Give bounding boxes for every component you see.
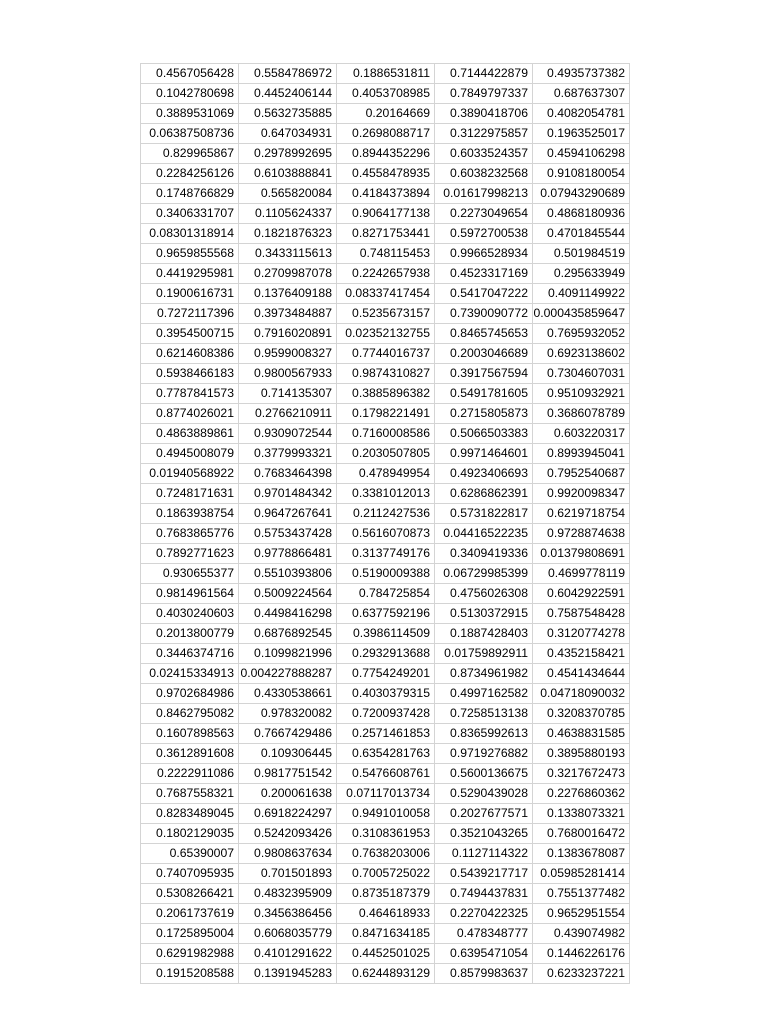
table-row — [141, 144, 630, 164]
table-cell[interactable]: 0.5235673157 — [337, 304, 435, 324]
table-cell[interactable]: 0.2273049654 — [435, 204, 533, 224]
table-cell[interactable]: 0.4030240603 — [141, 604, 239, 624]
table-cell[interactable]: 0.7695932052 — [533, 324, 630, 344]
table-cell[interactable]: 0.7160008586 — [337, 424, 435, 444]
table-cell[interactable]: 0.9808637634 — [239, 844, 337, 864]
table-cell[interactable]: 0.01940568922 — [141, 464, 239, 484]
table-cell[interactable]: 0.978320082 — [239, 704, 337, 724]
table-row — [141, 664, 630, 684]
table-cell[interactable]: 0.5510393806 — [239, 564, 337, 584]
table-cell[interactable]: 0.8734961982 — [435, 664, 533, 684]
table-cell[interactable]: 0.2698088717 — [337, 124, 435, 144]
table-row — [141, 324, 630, 344]
table-cell[interactable]: 0.9971464601 — [435, 444, 533, 464]
table-cell[interactable]: 0.1798221491 — [337, 404, 435, 424]
table-row — [141, 124, 630, 144]
table-cell[interactable]: 0.2715805873 — [435, 404, 533, 424]
table-cell[interactable]: 0.5417047222 — [435, 284, 533, 304]
table-cell[interactable]: 0.7005725022 — [337, 864, 435, 884]
table-cell[interactable]: 0.9817751542 — [239, 764, 337, 784]
table-cell[interactable]: 0.8735187379 — [337, 884, 435, 904]
table-row — [141, 864, 630, 884]
table-row — [141, 104, 630, 124]
table-cell[interactable]: 0.02352132755 — [337, 324, 435, 344]
table-cell[interactable]: 0.5439217717 — [435, 864, 533, 884]
table-cell[interactable]: 0.565820084 — [239, 184, 337, 204]
table-cell[interactable]: 0.9874310827 — [337, 364, 435, 384]
table-cell[interactable]: 0.4997162582 — [435, 684, 533, 704]
table-cell[interactable]: 0.3456386456 — [239, 904, 337, 924]
table-cell[interactable]: 0.4832395909 — [239, 884, 337, 904]
table-cell[interactable]: 0.2003046689 — [435, 344, 533, 364]
table-cell[interactable]: 0.6033524357 — [435, 144, 533, 164]
table-cell[interactable]: 0.5066503383 — [435, 424, 533, 444]
table-cell[interactable]: 0.6923138602 — [533, 344, 630, 364]
table-cell[interactable]: 0.501984519 — [533, 244, 630, 264]
table-row — [141, 724, 630, 744]
table-cell[interactable]: 0.8993945041 — [533, 444, 630, 464]
table-cell[interactable]: 0.9064177138 — [337, 204, 435, 224]
table-cell[interactable]: 0.647034931 — [239, 124, 337, 144]
table-cell[interactable]: 0.7638203006 — [337, 844, 435, 864]
table-cell[interactable]: 0.6219718754 — [533, 504, 630, 524]
table-cell[interactable]: 0.5290439028 — [435, 784, 533, 804]
table-cell[interactable]: 0.3122975857 — [435, 124, 533, 144]
table-cell[interactable]: 0.000435859647 — [533, 304, 630, 324]
table-cell[interactable]: 0.2766210911 — [239, 404, 337, 424]
table-cell[interactable]: 0.3521043265 — [435, 824, 533, 844]
table-cell[interactable]: 0.1748766829 — [141, 184, 239, 204]
table-row — [141, 964, 630, 984]
table-cell[interactable]: 0.9510932921 — [533, 384, 630, 404]
table-cell[interactable]: 0.3217672473 — [533, 764, 630, 784]
table-cell[interactable]: 0.6354281763 — [337, 744, 435, 764]
table-cell[interactable]: 0.2571461853 — [337, 724, 435, 744]
table-cell[interactable]: 0.9719276882 — [435, 744, 533, 764]
table-cell[interactable]: 0.5938466183 — [141, 364, 239, 384]
table-row — [141, 384, 630, 404]
table-cell[interactable]: 0.4184373894 — [337, 184, 435, 204]
table-cell[interactable]: 0.4594106298 — [533, 144, 630, 164]
table-cell[interactable]: 0.4945008079 — [141, 444, 239, 464]
table-row — [141, 524, 630, 544]
table-cell[interactable]: 0.7667429486 — [239, 724, 337, 744]
table-cell[interactable]: 0.7683865776 — [141, 524, 239, 544]
table-row — [141, 304, 630, 324]
table-cell[interactable]: 0.05985281414 — [533, 864, 630, 884]
table-cell[interactable]: 0.4330538661 — [239, 684, 337, 704]
table-cell[interactable]: 0.687637307 — [533, 84, 630, 104]
table-row — [141, 704, 630, 724]
table-row — [141, 644, 630, 664]
table-row — [141, 484, 630, 504]
table-row — [141, 184, 630, 204]
table-cell[interactable]: 0.4082054781 — [533, 104, 630, 124]
table-cell[interactable]: 0.8462795082 — [141, 704, 239, 724]
table-row — [141, 824, 630, 844]
table-cell[interactable]: 0.5600136675 — [435, 764, 533, 784]
table-cell[interactable]: 0.4452406144 — [239, 84, 337, 104]
table-cell[interactable]: 0.6876892545 — [239, 624, 337, 644]
table-row — [141, 884, 630, 904]
table-cell[interactable]: 0.5731822817 — [435, 504, 533, 524]
table-row — [141, 544, 630, 564]
table-cell[interactable]: 0.3954500715 — [141, 324, 239, 344]
table-row — [141, 564, 630, 584]
table-cell[interactable]: 0.7787841573 — [141, 384, 239, 404]
table-row — [141, 764, 630, 784]
table-cell[interactable]: 0.829965867 — [141, 144, 239, 164]
table-cell[interactable]: 0.4701845544 — [533, 224, 630, 244]
table-cell[interactable]: 0.7849797337 — [435, 84, 533, 104]
table-row — [141, 284, 630, 304]
table-cell[interactable]: 0.1376409188 — [239, 284, 337, 304]
table-cell[interactable]: 0.6233237221 — [533, 964, 630, 984]
table-cell[interactable]: 0.9309072544 — [239, 424, 337, 444]
table-cell[interactable]: 0.7892771623 — [141, 544, 239, 564]
table-cell[interactable]: 0.9491010058 — [337, 804, 435, 824]
table-cell[interactable]: 0.9778866481 — [239, 544, 337, 564]
table-body — [141, 64, 630, 984]
table-cell[interactable]: 0.04718090032 — [533, 684, 630, 704]
table-cell[interactable]: 0.4452501025 — [337, 944, 435, 964]
table-cell[interactable]: 0.4091149922 — [533, 284, 630, 304]
table-cell[interactable]: 0.7587548428 — [533, 604, 630, 624]
table-cell[interactable]: 0.5491781605 — [435, 384, 533, 404]
table-cell[interactable]: 0.3381012013 — [337, 484, 435, 504]
table-row — [141, 164, 630, 184]
table-cell[interactable]: 0.295633949 — [533, 264, 630, 284]
table-cell[interactable]: 0.3895880193 — [533, 744, 630, 764]
table-cell[interactable]: 0.9966528934 — [435, 244, 533, 264]
table-row — [141, 744, 630, 764]
table-cell[interactable]: 0.7687558321 — [141, 784, 239, 804]
table-cell[interactable]: 0.701501893 — [239, 864, 337, 884]
table-cell[interactable]: 0.2112427536 — [337, 504, 435, 524]
table-row — [141, 244, 630, 264]
table-cell[interactable]: 0.6244893129 — [337, 964, 435, 984]
table-cell[interactable]: 0.3446374716 — [141, 644, 239, 664]
table-row — [141, 404, 630, 424]
table-cell[interactable]: 0.2222911086 — [141, 764, 239, 784]
table-cell[interactable]: 0.01617998213 — [435, 184, 533, 204]
table-cell[interactable]: 0.3208370785 — [533, 704, 630, 724]
table-row — [141, 424, 630, 444]
table-cell[interactable]: 0.7144422879 — [435, 64, 533, 84]
table-cell[interactable]: 0.6377592196 — [337, 604, 435, 624]
table-cell[interactable]: 0.9814961564 — [141, 584, 239, 604]
table-cell[interactable]: 0.4053708985 — [337, 84, 435, 104]
table-cell[interactable]: 0.200061638 — [239, 784, 337, 804]
table-cell[interactable]: 0.4419295981 — [141, 264, 239, 284]
table-cell[interactable]: 0.3890418706 — [435, 104, 533, 124]
table-cell[interactable]: 0.8579983637 — [435, 964, 533, 984]
table-cell[interactable]: 0.1127114322 — [435, 844, 533, 864]
table-cell[interactable]: 0.603220317 — [533, 424, 630, 444]
table-cell[interactable]: 0.01759892911 — [435, 644, 533, 664]
table-row — [141, 364, 630, 384]
table-row — [141, 344, 630, 364]
table-cell[interactable]: 0.9702684986 — [141, 684, 239, 704]
table-cell[interactable]: 0.9701484342 — [239, 484, 337, 504]
table-cell[interactable]: 0.1383678087 — [533, 844, 630, 864]
table-row — [141, 944, 630, 964]
table-cell[interactable]: 0.9920098347 — [533, 484, 630, 504]
table-row — [141, 604, 630, 624]
table-cell[interactable]: 0.5616070873 — [337, 524, 435, 544]
table-cell[interactable]: 0.7683464398 — [239, 464, 337, 484]
table-cell[interactable]: 0.65390007 — [141, 844, 239, 864]
table-cell[interactable]: 0.04416522235 — [435, 524, 533, 544]
table-cell[interactable]: 0.3889531069 — [141, 104, 239, 124]
table-cell[interactable]: 0.7754249201 — [337, 664, 435, 684]
table-cell[interactable]: 0.439074982 — [533, 924, 630, 944]
table-row — [141, 924, 630, 944]
table-cell[interactable]: 0.5476608761 — [337, 764, 435, 784]
table-cell[interactable]: 0.930655377 — [141, 564, 239, 584]
table-cell[interactable]: 0.2270422325 — [435, 904, 533, 924]
table-cell[interactable]: 0.3409419336 — [435, 544, 533, 564]
table-cell[interactable]: 0.3612891608 — [141, 744, 239, 764]
table-cell[interactable]: 0.2978992695 — [239, 144, 337, 164]
table-cell[interactable]: 0.01379808691 — [533, 544, 630, 564]
table-cell[interactable]: 0.7407095935 — [141, 864, 239, 884]
table-cell[interactable]: 0.9800567933 — [239, 364, 337, 384]
table-cell[interactable]: 0.1963525017 — [533, 124, 630, 144]
table-cell[interactable]: 0.1338073321 — [533, 804, 630, 824]
table-cell[interactable]: 0.109306445 — [239, 744, 337, 764]
table-cell[interactable]: 0.4699778119 — [533, 564, 630, 584]
table-cell[interactable]: 0.464618933 — [337, 904, 435, 924]
table-cell[interactable]: 0.7551377482 — [533, 884, 630, 904]
table-cell[interactable]: 0.1446226176 — [533, 944, 630, 964]
data-table — [140, 63, 630, 984]
table-cell[interactable]: 0.1863938754 — [141, 504, 239, 524]
table-cell[interactable]: 0.6291982988 — [141, 944, 239, 964]
table-cell[interactable]: 0.8944352296 — [337, 144, 435, 164]
table-cell[interactable]: 0.08337417454 — [337, 284, 435, 304]
table-cell[interactable]: 0.7680016472 — [533, 824, 630, 844]
table-cell[interactable]: 0.06387508736 — [141, 124, 239, 144]
table-cell[interactable]: 0.07117013734 — [337, 784, 435, 804]
table-cell[interactable]: 0.2284256126 — [141, 164, 239, 184]
table-cell[interactable]: 0.5242093426 — [239, 824, 337, 844]
table-cell[interactable]: 0.8471634185 — [337, 924, 435, 944]
table-row — [141, 84, 630, 104]
table-cell[interactable]: 0.3917567594 — [435, 364, 533, 384]
table-cell[interactable]: 0.2242657938 — [337, 264, 435, 284]
table-cell[interactable]: 0.1802129035 — [141, 824, 239, 844]
table-cell[interactable]: 0.6918224297 — [239, 804, 337, 824]
table-cell[interactable]: 0.7258513138 — [435, 704, 533, 724]
table-cell[interactable]: 0.5009224564 — [239, 584, 337, 604]
table-cell[interactable]: 0.7952540687 — [533, 464, 630, 484]
table-cell[interactable]: 0.6395471054 — [435, 944, 533, 964]
table-row — [141, 204, 630, 224]
table-row — [141, 64, 630, 84]
table-row — [141, 444, 630, 464]
table-cell[interactable]: 0.2030507805 — [337, 444, 435, 464]
table-cell[interactable]: 0.478348777 — [435, 924, 533, 944]
table-cell[interactable]: 0.7248171631 — [141, 484, 239, 504]
table-cell[interactable]: 0.4863889861 — [141, 424, 239, 444]
table-cell[interactable]: 0.6038232568 — [435, 164, 533, 184]
table-cell[interactable]: 0.3137749176 — [337, 544, 435, 564]
table-cell[interactable]: 0.1105624337 — [239, 204, 337, 224]
table-cell[interactable]: 0.9659855568 — [141, 244, 239, 264]
table-cell[interactable]: 0.8271753441 — [337, 224, 435, 244]
table-cell[interactable]: 0.6214608386 — [141, 344, 239, 364]
table-cell[interactable]: 0.5753437428 — [239, 524, 337, 544]
table-cell[interactable]: 0.9108180054 — [533, 164, 630, 184]
table-cell[interactable]: 0.7272117396 — [141, 304, 239, 324]
table-row — [141, 504, 630, 524]
table-cell[interactable]: 0.5972700538 — [435, 224, 533, 244]
table-row — [141, 224, 630, 244]
table-cell[interactable]: 0.4101291622 — [239, 944, 337, 964]
table-cell[interactable]: 0.4638831585 — [533, 724, 630, 744]
table-cell[interactable]: 0.4352158421 — [533, 644, 630, 664]
table-cell[interactable]: 0.8365992613 — [435, 724, 533, 744]
table-cell[interactable]: 0.1915208588 — [141, 964, 239, 984]
table-cell[interactable]: 0.7390090772 — [435, 304, 533, 324]
table-cell[interactable]: 0.2013800779 — [141, 624, 239, 644]
table-row — [141, 804, 630, 824]
table-cell[interactable]: 0.2061737619 — [141, 904, 239, 924]
table-row — [141, 904, 630, 924]
table-cell[interactable]: 0.9728874638 — [533, 524, 630, 544]
table-cell[interactable]: 0.3885896382 — [337, 384, 435, 404]
table-cell[interactable]: 0.3108361953 — [337, 824, 435, 844]
table-cell[interactable]: 0.9652951554 — [533, 904, 630, 924]
table-cell[interactable]: 0.3406331707 — [141, 204, 239, 224]
table-cell[interactable]: 0.3686078789 — [533, 404, 630, 424]
table-cell[interactable]: 0.7744016737 — [337, 344, 435, 364]
table-cell[interactable]: 0.4558478935 — [337, 164, 435, 184]
table-cell[interactable]: 0.1900616731 — [141, 284, 239, 304]
table-cell[interactable]: 0.9647267641 — [239, 504, 337, 524]
table-cell[interactable]: 0.6068035779 — [239, 924, 337, 944]
table-cell[interactable]: 0.3986114509 — [337, 624, 435, 644]
table-cell[interactable]: 0.02415334913 — [141, 664, 239, 684]
table-cell[interactable]: 0.2709987078 — [239, 264, 337, 284]
table-cell[interactable]: 0.1607898563 — [141, 724, 239, 744]
table-cell[interactable]: 0.5308266421 — [141, 884, 239, 904]
table-cell[interactable]: 0.5632735885 — [239, 104, 337, 124]
table-cell[interactable]: 0.748115453 — [337, 244, 435, 264]
table-row — [141, 584, 630, 604]
table-cell[interactable]: 0.3779993321 — [239, 444, 337, 464]
table-cell[interactable]: 0.7304607031 — [533, 364, 630, 384]
table-cell[interactable]: 0.8774026021 — [141, 404, 239, 424]
table-cell[interactable]: 0.3973484887 — [239, 304, 337, 324]
table-cell[interactable]: 0.714135307 — [239, 384, 337, 404]
table-cell[interactable]: 0.4498416298 — [239, 604, 337, 624]
table-cell[interactable]: 0.784725854 — [337, 584, 435, 604]
table-cell[interactable]: 0.478949954 — [337, 464, 435, 484]
table-cell[interactable]: 0.3120774278 — [533, 624, 630, 644]
table-cell[interactable]: 0.4868180936 — [533, 204, 630, 224]
table-cell[interactable]: 0.6286862391 — [435, 484, 533, 504]
table-row — [141, 464, 630, 484]
table-cell[interactable]: 0.7494437831 — [435, 884, 533, 904]
table-cell[interactable]: 0.9599008327 — [239, 344, 337, 364]
table-row — [141, 784, 630, 804]
table-cell[interactable]: 0.5190009388 — [337, 564, 435, 584]
table-cell[interactable]: 0.07943290689 — [533, 184, 630, 204]
table-cell[interactable]: 0.004227888287 — [239, 664, 337, 684]
table-cell[interactable]: 0.2276860362 — [533, 784, 630, 804]
table-cell[interactable]: 0.4756026308 — [435, 584, 533, 604]
table-cell[interactable]: 0.2932913688 — [337, 644, 435, 664]
table-cell[interactable]: 0.20164669 — [337, 104, 435, 124]
table-row — [141, 264, 630, 284]
table-cell[interactable]: 0.4935737382 — [533, 64, 630, 84]
table-cell[interactable]: 0.6042922591 — [533, 584, 630, 604]
table-cell[interactable]: 0.8283489045 — [141, 804, 239, 824]
table-cell[interactable]: 0.08301318914 — [141, 224, 239, 244]
table-cell[interactable]: 0.1391945283 — [239, 964, 337, 984]
table-cell[interactable]: 0.3433115613 — [239, 244, 337, 264]
table-cell[interactable]: 0.1821876323 — [239, 224, 337, 244]
table-cell[interactable]: 0.8465745653 — [435, 324, 533, 344]
table-cell[interactable]: 0.1886531811 — [337, 64, 435, 84]
table-cell[interactable]: 0.1725895004 — [141, 924, 239, 944]
table-row — [141, 684, 630, 704]
table-cell[interactable]: 0.4541434644 — [533, 664, 630, 684]
table-row — [141, 624, 630, 644]
table-cell[interactable]: 0.4523317169 — [435, 264, 533, 284]
table-cell[interactable]: 0.1887428403 — [435, 624, 533, 644]
table-cell[interactable]: 0.1099821996 — [239, 644, 337, 664]
table-cell[interactable]: 0.2027677571 — [435, 804, 533, 824]
table-cell[interactable]: 0.6103888841 — [239, 164, 337, 184]
table-row — [141, 844, 630, 864]
table-cell[interactable]: 0.4923406693 — [435, 464, 533, 484]
table-cell[interactable]: 0.4030379315 — [337, 684, 435, 704]
table-cell[interactable]: 0.4567056428 — [141, 64, 239, 84]
table-cell[interactable]: 0.1042780698 — [141, 84, 239, 104]
table-cell[interactable]: 0.5130372915 — [435, 604, 533, 624]
table-cell[interactable]: 0.7916020891 — [239, 324, 337, 344]
table-cell[interactable]: 0.5584786972 — [239, 64, 337, 84]
table-cell[interactable]: 0.7200937428 — [337, 704, 435, 724]
table-cell[interactable]: 0.06729985399 — [435, 564, 533, 584]
